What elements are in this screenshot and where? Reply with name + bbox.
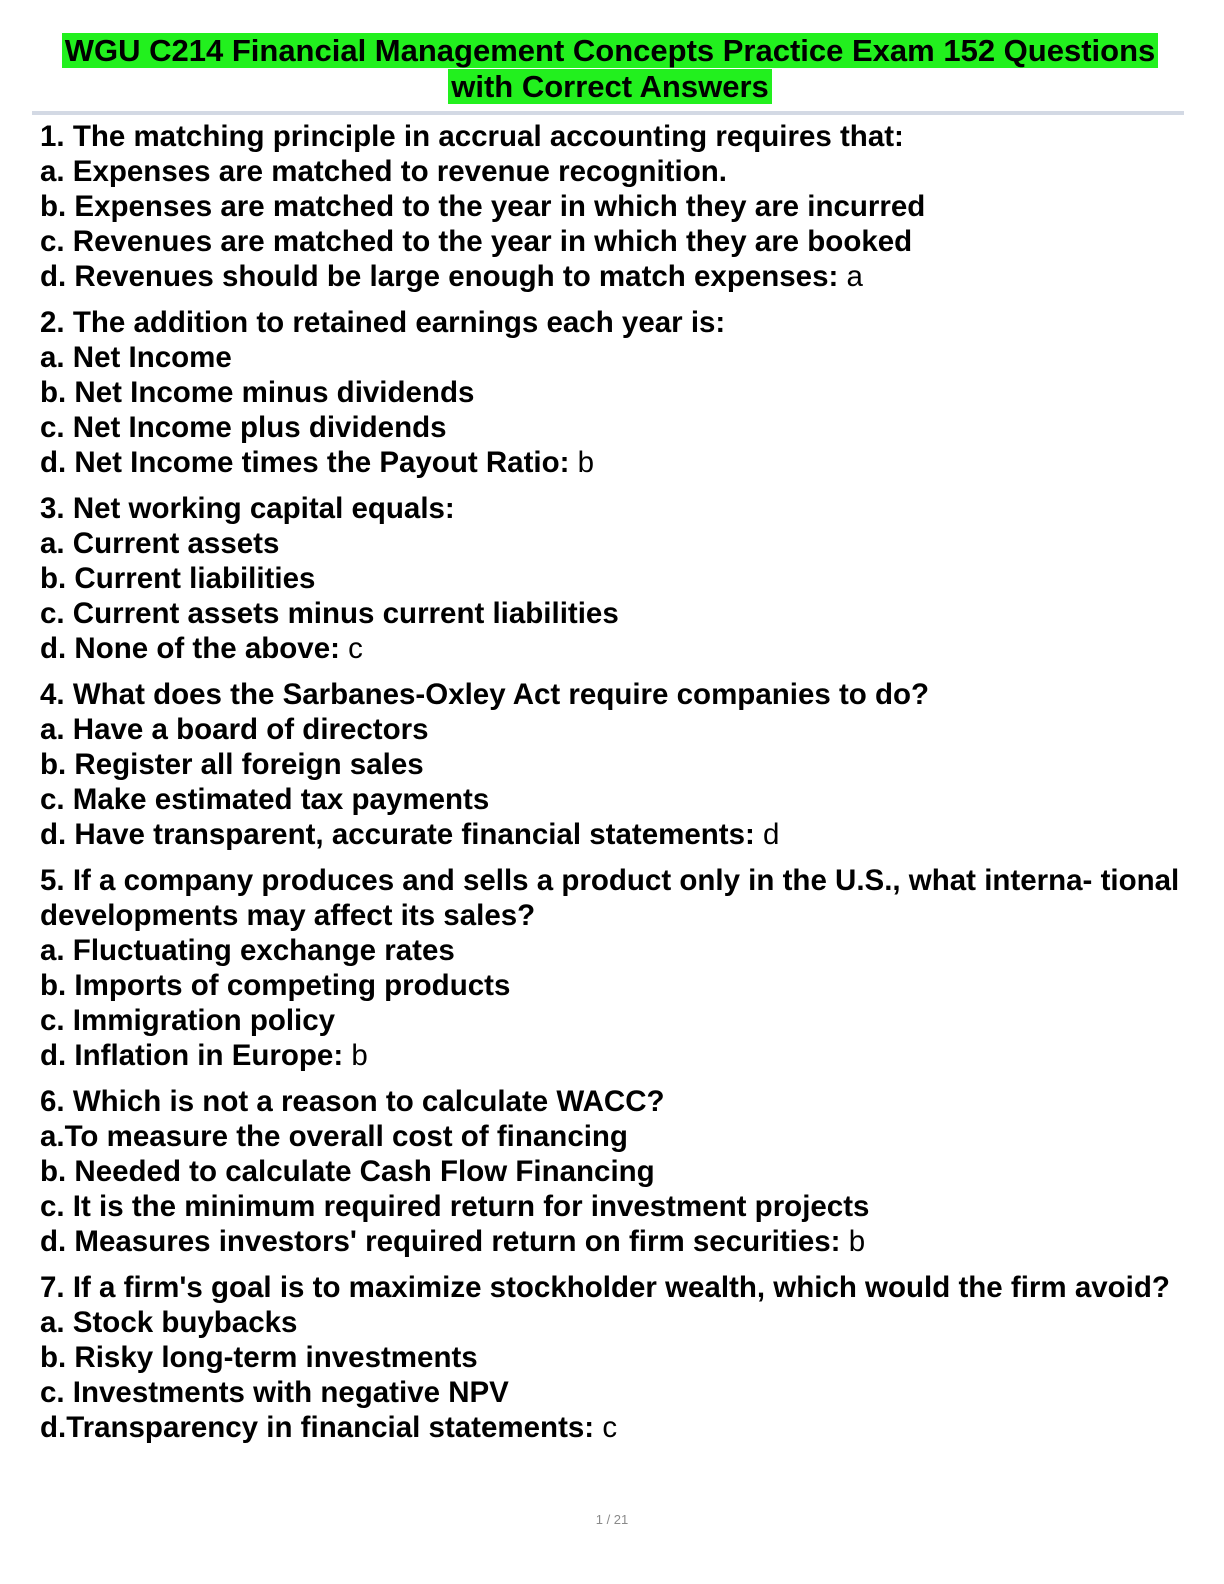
answer-option: a. Stock buybacks	[40, 1306, 298, 1339]
answer-option: b. Net Income minus dividends	[40, 376, 475, 409]
question-number: 7.	[40, 1271, 65, 1304]
answer-option: c. It is the minimum required return for investment projects	[40, 1190, 870, 1223]
answer-option: b. Expenses are matched to the year in which they are incurred	[40, 190, 926, 223]
question-item	[40, 305, 1180, 480]
answer-option-last	[40, 445, 1180, 480]
answer-option: d. None of the above:	[40, 632, 340, 665]
question-stem: The addition to retained earnings each year is:	[72, 306, 726, 339]
answer-option: c. Make estimated tax payments	[40, 783, 490, 816]
answer-option: a. Expenses are matched to revenue recognition.	[40, 155, 727, 188]
answer-option: a. Net Income	[40, 341, 232, 374]
correct-answer: b	[351, 1039, 368, 1072]
answer-option: c. Net Income plus dividends	[40, 411, 447, 444]
question-number: 6.	[40, 1085, 65, 1118]
question-item	[40, 491, 1180, 666]
question-number: 5.	[40, 864, 65, 897]
document-title-block	[30, 33, 1190, 105]
question-item	[40, 1084, 1180, 1259]
question-text	[40, 1270, 1180, 1305]
answer-option: b. Risky long-term investments	[40, 1341, 478, 1374]
question-item	[40, 677, 1180, 852]
correct-answer: c	[348, 632, 363, 665]
answer-option: c. Current assets minus current liabilities	[40, 597, 619, 630]
answer-option-last	[40, 817, 1180, 852]
answer-option: a.To measure the overall cost of financing	[40, 1120, 628, 1153]
question-stem: What does the Sarbanes-Oxley Act require companies to do?	[72, 678, 930, 711]
answer-option: d. Revenues should be large enough to match expenses:	[40, 260, 839, 293]
question-text	[40, 1084, 1180, 1119]
correct-answer: d	[763, 818, 780, 851]
question-number: 1.	[40, 120, 65, 153]
answer-option: b. Imports of competing products	[40, 969, 511, 1002]
answer-option-last	[40, 1038, 1180, 1073]
question-number: 3.	[40, 492, 65, 525]
question-number: 4.	[40, 678, 65, 711]
question-item	[40, 863, 1180, 1073]
question-stem: The matching principle in accrual accounting requires that:	[72, 120, 904, 153]
correct-answer: b	[577, 446, 595, 479]
answer-option: d. Have transparent, accurate financial statements:	[40, 818, 755, 851]
answer-option: a. Current assets	[40, 527, 280, 560]
answer-option: b. Needed to calculate Cash Flow Financing	[40, 1155, 655, 1188]
question-stem: If a firm's goal is to maximize stockholder wealth, which would the firm avoid?	[72, 1271, 1170, 1304]
question-text	[40, 491, 1180, 526]
page-indicator: 1 / 21	[595, 1512, 629, 1527]
question-list	[40, 119, 1180, 1456]
question-stem: If a company produces and sells a product only in the U.S., what interna- tional developments may affect its sales?	[40, 864, 1180, 932]
document-title	[30, 33, 1190, 105]
question-text	[40, 119, 1180, 154]
question-stem: Which is not a reason to calculate WACC?	[72, 1085, 665, 1118]
answer-option-last	[40, 1224, 1180, 1259]
question-item	[40, 119, 1180, 294]
question-stem: Net working capital equals:	[72, 492, 455, 525]
answer-option: a. Have a board of directors	[40, 713, 429, 746]
answer-option: b. Register all foreign sales	[40, 748, 424, 781]
correct-answer: a	[846, 260, 863, 293]
question-text	[40, 863, 1180, 933]
answer-option: c. Immigration policy	[40, 1004, 336, 1037]
question-text	[40, 677, 1180, 712]
question-number: 2.	[40, 306, 65, 339]
answer-option: d. Net Income times the Payout Ratio:	[40, 446, 570, 479]
answer-option-last	[40, 1410, 1180, 1445]
answer-option: b. Current liabilities	[40, 562, 316, 595]
answer-option: a. Fluctuating exchange rates	[40, 934, 455, 967]
answer-option-last	[40, 259, 1180, 294]
correct-answer: c	[602, 1411, 618, 1444]
question-item	[40, 1270, 1180, 1445]
question-text	[40, 305, 1180, 340]
correct-answer: b	[848, 1225, 866, 1258]
title-highlight: WGU C214 Financial Management Concepts Practice Exam 152 Questions with Correct Answers	[62, 33, 1159, 104]
answer-option: d.Transparency in financial statements:	[40, 1411, 595, 1444]
answer-option: d. Inflation in Europe:	[40, 1039, 344, 1072]
answer-option-last	[40, 631, 1180, 666]
answer-option: c. Investments with negative NPV	[40, 1376, 509, 1409]
title-divider	[32, 111, 1184, 115]
answer-option: d. Measures investors' required return on firm securities:	[40, 1225, 841, 1258]
answer-option: c. Revenues are matched to the year in which they are booked	[40, 225, 913, 258]
